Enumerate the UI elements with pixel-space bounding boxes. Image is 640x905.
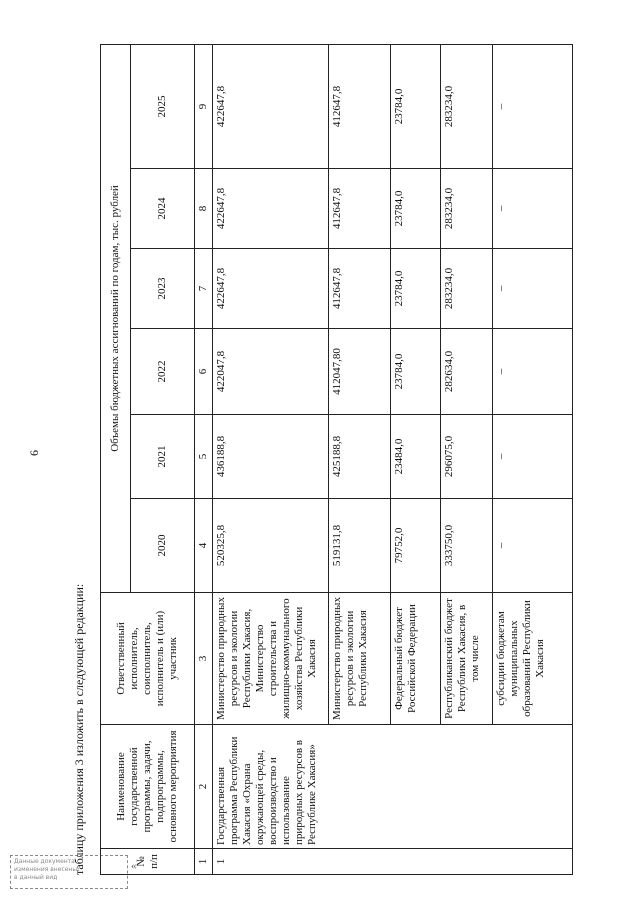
value-cell: 520325,8	[213, 499, 329, 593]
table-row	[213, 44, 329, 874]
quote-mark: «	[131, 860, 137, 872]
rotated-page-content	[60, 15, 620, 875]
value-cell: 412647,8	[329, 169, 391, 249]
column-numbers-row	[195, 44, 213, 874]
header-year: 2023	[131, 249, 195, 329]
column-number: 9	[195, 44, 213, 168]
program-number: 1	[213, 849, 573, 875]
value-cell: 422647,8	[213, 169, 329, 249]
value-cell: –	[493, 249, 573, 329]
row-label: субсидии бюджетам муниципальных образований Республики Хакасия	[493, 593, 573, 725]
header-executor: Ответственный исполнитель, соисполнитель, исполнитель и (или) участник	[101, 593, 195, 725]
value-cell: 283234,0	[441, 44, 493, 168]
stamp-line: в данный вид	[14, 874, 58, 881]
header-year: 2020	[131, 499, 195, 593]
row-label: Республиканский бюджет Республики Хакасия, в том числе	[441, 593, 493, 725]
header-year: 2024	[131, 169, 195, 249]
header-number: № п/п	[101, 849, 195, 875]
value-cell: 79752,0	[391, 499, 441, 593]
column-number: 6	[195, 329, 213, 415]
header-row	[101, 44, 131, 874]
header-budget-group: Объемы бюджетных ассигнований по годам, тыс. рублей	[101, 44, 131, 592]
value-cell: 425188,8	[329, 415, 391, 499]
column-number: 3	[195, 593, 213, 725]
value-cell: 333750,0	[441, 499, 493, 593]
value-cell: 283234,0	[441, 249, 493, 329]
row-label: Министерство природных ресурсов и экологии Республики Хакасия, Министерство строительства и жилищно-коммунального хозяйства Республики Хакасия	[213, 593, 329, 725]
program-name: Государственная программа Республики Хакасия «Охрана окружающей среды, воспроизводство и использование природных ресурсов в Республике Хакасия»	[213, 725, 573, 849]
column-number: 2	[195, 725, 213, 849]
value-cell: 23784,0	[391, 44, 441, 168]
column-number: 4	[195, 499, 213, 593]
value-cell: 282634,0	[441, 329, 493, 415]
value-cell: 412647,8	[329, 249, 391, 329]
page-number: 6	[27, 450, 41, 456]
value-cell: –	[493, 44, 573, 168]
value-cell: 23784,0	[391, 249, 441, 329]
value-cell: 283234,0	[441, 169, 493, 249]
value-cell: –	[493, 169, 573, 249]
value-cell: 422647,8	[213, 44, 329, 168]
column-number: 7	[195, 249, 213, 329]
intro-text: таблицу приложения 3 изложить в следующей редакции:	[72, 583, 86, 875]
value-cell: 412647,8	[329, 44, 391, 168]
row-label: Федеральный бюджет Российской Федерации	[391, 593, 441, 725]
row-label: Министерство природных ресурсов и экологии Республики Хакасия	[329, 593, 391, 725]
value-cell: 296075,0	[441, 415, 493, 499]
value-cell: 23784,0	[391, 169, 441, 249]
value-cell: 422047,8	[213, 329, 329, 415]
value-cell: –	[493, 329, 573, 415]
value-cell: 23484,0	[391, 415, 441, 499]
value-cell: 436188,8	[213, 415, 329, 499]
column-number: 1	[195, 849, 213, 875]
value-cell: 519131,8	[329, 499, 391, 593]
stamp-line: Данные документа	[14, 858, 75, 865]
value-cell: –	[493, 499, 573, 593]
header-year: 2021	[131, 415, 195, 499]
column-number: 5	[195, 415, 213, 499]
value-cell: 422647,8	[213, 249, 329, 329]
value-cell: 23784,0	[391, 329, 441, 415]
header-program-name: Наименование государственной программы, задачи, подпрограммы, основного мероприятия	[101, 725, 195, 849]
budget-table	[100, 44, 573, 875]
value-cell: –	[493, 415, 573, 499]
header-year: 2025	[131, 44, 195, 168]
header-year: 2022	[131, 329, 195, 415]
column-number: 8	[195, 169, 213, 249]
stamp-line: изменения внесены	[14, 866, 78, 873]
value-cell: 412047,80	[329, 329, 391, 415]
